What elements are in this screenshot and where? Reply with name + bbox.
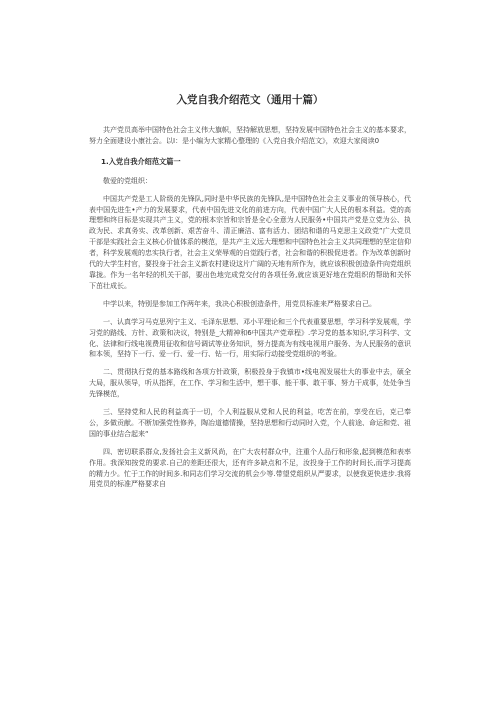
body-paragraph: 中学以来，特别是参加工作两年来，我决心积极创造条件，用党员标准来严格要求自己。 [103, 299, 376, 308]
body-paragraph: 四、密切联系群众,发扬社会主义新风尚，在广大农村群众中，注重个人品行和形象,起到模范和表率作用。我深知按党的要求.自己的差距还很大，还有许多缺点和不足，汝投身于工作的时间长,而学习提高的精力少。忙于工作的时间多.和同志们学习交流的机会少等.带望党组织从严要求，以使我更快进步.我将用党员的标准严格要求自 [89, 447, 411, 489]
document-title: 入党自我介绍范文（通用十篇） [176, 94, 324, 106]
intro-paragraph: 共产党员高举中国特色社会主义伟大旗帜，坚持解放思想，坚持发展中国特色社会主义的基本要求，努力全面建设小康社会。以I：是小编为大家精心整理的《入党自我介绍范文》，欢迎大家阅读0 [89, 126, 411, 145]
body-paragraph: 二、贯彻执行党的基本路线和各项方针政策，积极投身于我镇市•线电视发展壮大的事业中去，硕全大局，服从领导，听从指挥，在工作、学习和生活中，想干事、能干事、敢干事、努力干成事，处处争当先锋模范， [89, 368, 411, 399]
section-heading: 1.入党自我介绍范文篇一 [101, 156, 181, 166]
body-paragraph: 三、坚持党和人民的利益高于一切，个人利益服从党和人民的利益，吃苦在前，享受在后，克己奉公，多做贡献。不断加强党性修养，陶冶道德情操，坚持思想和行动同时入党，个人前途、命运和党、祖国的事业结合起来“ [89, 408, 411, 438]
body-paragraph: 中国共产党是工人阶级的先锋队,同时是中华民族的先锋队,是中国特色社会主义事业的领导核心，代表中国先进生•产力的发展要求，代表中国先进文化的前进方向，代表中国广大人民的根本利益。党的高理想和终目标是实现共产主义，党的根本宗旨和宗旨是全心全意为人民服务•中国共产党是立党为公、执政为民、求真务实、改革创新、艰苦奋斗、清正廉洁、富有活力、团结和谐的马克思主义政党”广大党员干部是实践社会主义核心价值体系的模范，是共产主义远大理想和中国特色社会主义共同理想的坚定信仰者，科学发展观的忠实执行者，社会主义荣辱观的自觉践行者，社会和谐的积极促进者。作为改革创新时代的大学生村官，要投身于社会主义新农村建设这片广阔的天地有所作为，就应该积极创造条件向党组织靠拢。作为一名年轻的机关干部，要出色地完成党交付的各项任务,就应该更好地在党组织的帮助和关怀下茁壮成长。 [89, 194, 411, 290]
body-paragraph: 一、认真学习马克思列宁主义、毛泽东思想、邓小平理论和三个代表重要思想，学习科学发展观，学习党的路线、方针、政策和决议，特别是_大精神和6中国共产党章程》.学习党的基本知识,学习科学、文化、法律和行线电视费用征收和信号调试等业务知识，努力提高为有线电视用户服务、为人民服务的意识和本领，坚持下一行、爱一行、爱一行、钻一行，用实际行动接受党组织的考验。 [89, 317, 411, 359]
document-body [89, 125, 411, 497]
greeting-line: 敬爱的党组织： [103, 176, 152, 185]
